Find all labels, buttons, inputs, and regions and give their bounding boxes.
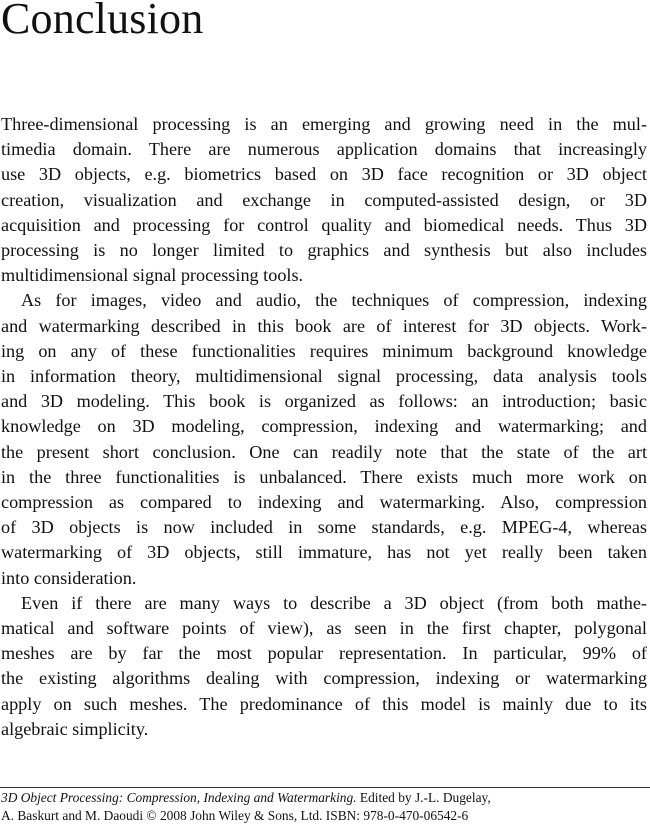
text-line: acquisition and processing for control quality and biomedical needs. Thus 3D bbox=[1, 214, 647, 235]
text-line: timedia domain. There are numerous application domains that increasingly bbox=[1, 139, 647, 160]
paragraph-3 bbox=[1, 591, 647, 742]
text-line: of 3D objects is now included in some standards, e.g. MPEG-4, whereas bbox=[1, 517, 647, 538]
text-line: As for images, video and audio, the techniques of compression, indexing bbox=[21, 290, 647, 311]
text-line: multidimensional signal processing tools. bbox=[1, 265, 304, 286]
paragraph-2 bbox=[1, 288, 647, 590]
text-line: and watermarking described in this book are of interest for 3D objects. Work- bbox=[1, 315, 647, 336]
text-line: the existing algorithms dealing with compression, indexing or watermarking bbox=[1, 668, 647, 689]
text-line: Three-dimensional processing is an emerging and growing need in the mul- bbox=[1, 114, 647, 134]
footnote bbox=[1, 789, 647, 825]
text-line: Even if there are many ways to describe a 3D object (from both mathe- bbox=[21, 592, 647, 613]
paragraph-1 bbox=[1, 112, 647, 288]
text-line: creation, visualization and exchange in computed-assisted design, or 3D bbox=[1, 189, 647, 210]
footnote-editors: Edited by J.-L. Dugelay, bbox=[356, 790, 491, 805]
text-line: knowledge on 3D modeling, compression, indexing and watermarking; and bbox=[1, 416, 647, 437]
text-line: matical and software points of view), as seen in the first chapter, polygonal bbox=[1, 618, 647, 639]
footnote-book-title: 3D Object Processing: Compression, Indexing and Watermarking. bbox=[1, 790, 357, 805]
footnote-divider bbox=[0, 787, 650, 788]
text-line: algebraic simplicity. bbox=[1, 718, 149, 739]
text-line: watermarking of 3D objects, still immature, has not yet really been taken bbox=[1, 542, 647, 563]
text-line: meshes are by far the most popular representation. In particular, 99% of bbox=[1, 643, 647, 664]
text-line: ing on any of these functionalities requires minimum background knowledge bbox=[1, 340, 647, 361]
text-line: the present short conclusion. One can readily note that the state of the art bbox=[1, 441, 647, 462]
text-line: processing is no longer limited to graphics and synthesis but also includes bbox=[1, 240, 647, 261]
text-line: in the three functionalities is unbalanced. There exists much more work on bbox=[1, 466, 647, 487]
footnote-line-2: A. Baskurt and M. Daoudi © 2008 John Wiley & Sons, Ltd. ISBN: 978-0-470-06542-6 bbox=[1, 808, 469, 823]
text-line: apply on such meshes. The predominance of this model is mainly due to its bbox=[1, 693, 647, 714]
text-line: in information theory, multidimensional signal processing, data analysis tools bbox=[1, 366, 647, 387]
text-line: into consideration. bbox=[1, 567, 137, 588]
chapter-title: Conclusion bbox=[1, 0, 204, 43]
text-line: and 3D modeling. This book is organized as follows: an introduction; basic bbox=[1, 391, 647, 412]
footnote-line-1 bbox=[1, 789, 647, 807]
text-line: use 3D objects, e.g. biometrics based on 3D face recognition or 3D object bbox=[1, 164, 647, 185]
body-text bbox=[1, 112, 647, 742]
text-line: compression as compared to indexing and watermarking. Also, compression bbox=[1, 492, 647, 513]
